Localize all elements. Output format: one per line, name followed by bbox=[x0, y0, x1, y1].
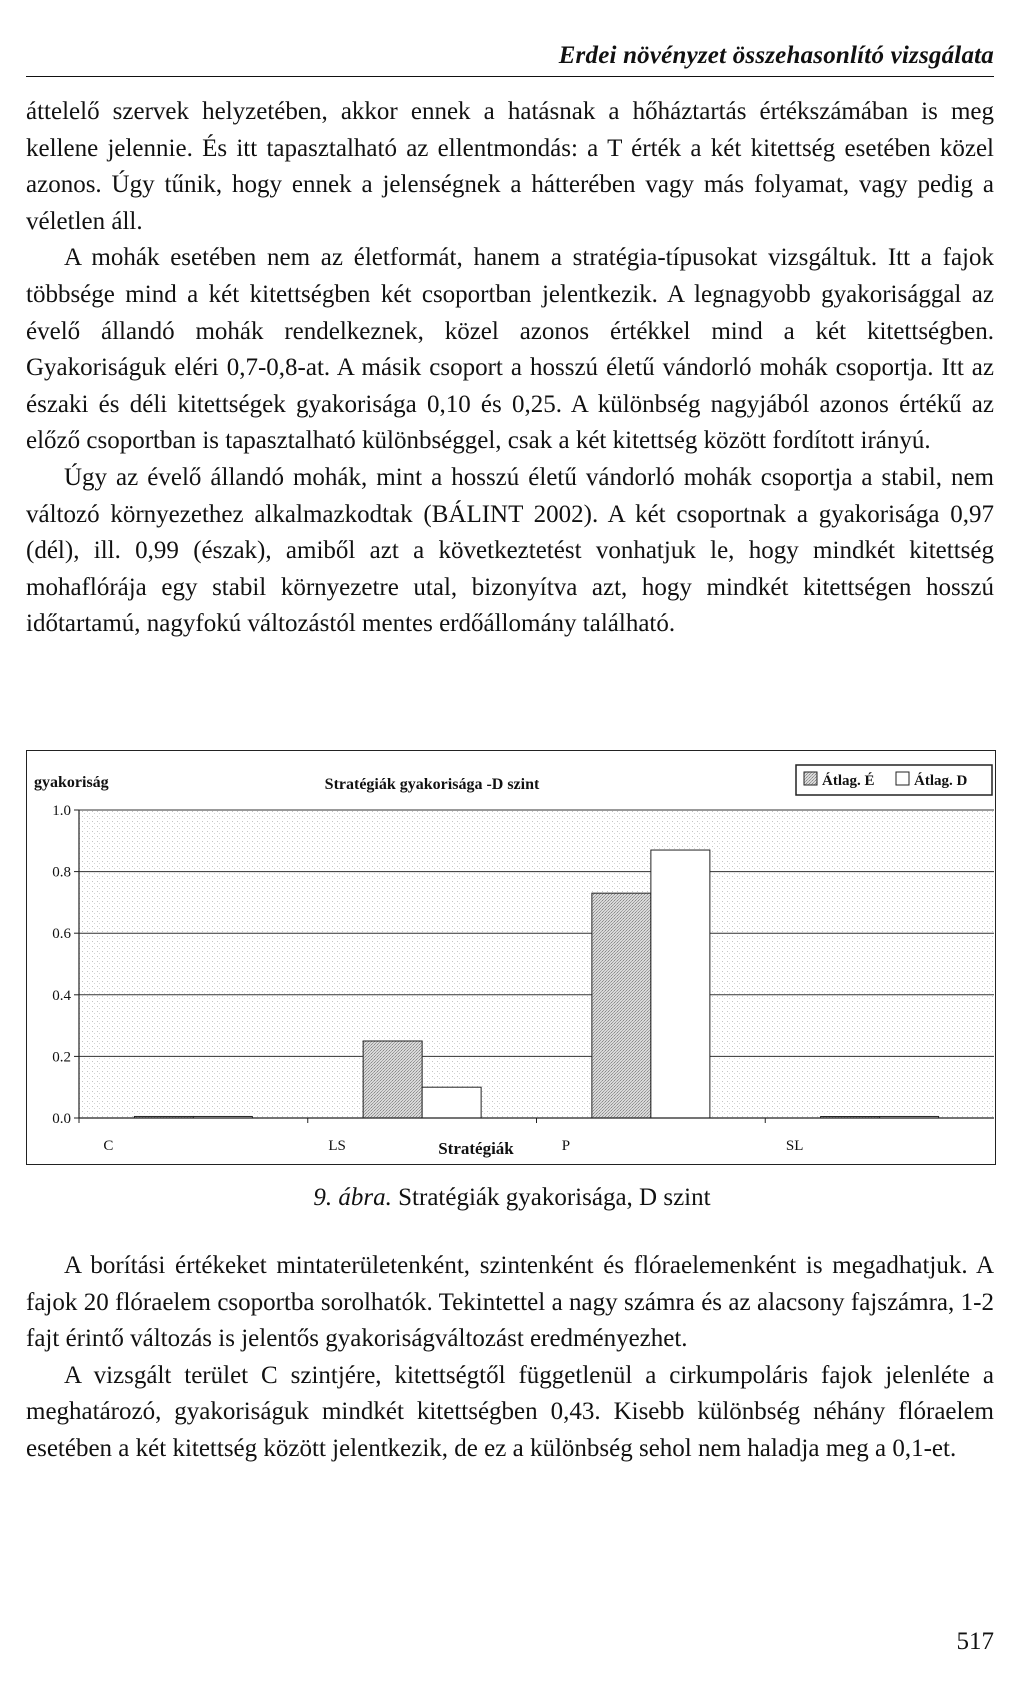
caption-text: Stratégiák gyakorisága, D szint bbox=[398, 1184, 711, 1211]
paragraph: áttelelő szervek helyzetében, akkor ennek a hatásnak a hőháztartás értékszámában is meg kellene jelennie. És itt tapasztalható az ellentmondás: a T érték a két kitettség esetében közel azonos. Úgy tűnik, hogy ennek a jelenségnek a hátterében vagy más folyamat, vagy pedig a véletlen áll. bbox=[26, 98, 994, 235]
paragraph: Úgy az évelő állandó mohák, mint a hosszú életű vándorló mohák csoportja a stabil, nem változó környezethez alkalmazkodtak (BÁLINT 2002). A két csoportnak a gyakorisága 0,97 (dél), ill. 0,99 (észak), amiből azt a következtetést vonhatjuk le, hogy mindkét kitettség mohaflórája egy stabil környezetre utal, bizonyítva azt, hogy mindkét kitettségen hosszú időtartamú, nagyfokú változástól mentes erdőállomány található. bbox=[26, 463, 994, 638]
figure-caption bbox=[0, 1184, 1024, 1212]
y-tick-label: 0.6 bbox=[52, 926, 71, 943]
x-tick-label: SL bbox=[785, 1138, 804, 1154]
x-tick-label: LS bbox=[328, 1138, 346, 1154]
y-tick-label: 0.2 bbox=[52, 1049, 71, 1066]
plot-area bbox=[79, 810, 994, 1118]
y-tick-label: 0.0 bbox=[52, 1111, 71, 1127]
bar-north bbox=[363, 1041, 422, 1118]
chart-legend bbox=[796, 765, 992, 795]
body-text-top bbox=[26, 94, 994, 643]
y-tick-label: 0.4 bbox=[52, 987, 71, 1004]
bar-north bbox=[592, 893, 651, 1118]
bar-south bbox=[651, 850, 710, 1118]
x-tick-label: P bbox=[561, 1138, 571, 1154]
y-axis-label: gyakoriság bbox=[34, 774, 109, 791]
x-tick-label: C bbox=[103, 1138, 114, 1154]
bar-chart bbox=[26, 750, 996, 1165]
paragraph: A borítási értékeket mintaterületenként, szintenként és flóraelemenként is megadhatjuk. A fajok 20 flóraelem csoportba sorolhatók. Tekintettel a nagy számra és az alacsony fajszámra, 1-2 fajt érintő változás is jelentős gyakoriságváltozást eredményezhet. bbox=[26, 1252, 994, 1353]
bar-south bbox=[422, 1087, 481, 1118]
legend-label-north: Átlag. É bbox=[822, 773, 875, 789]
y-tick-label: 1.0 bbox=[52, 803, 71, 819]
chart-title: Stratégiák gyakorisága -D szint bbox=[324, 776, 540, 793]
running-header: Erdei növényzet összehasonlító vizsgálata bbox=[558, 42, 994, 69]
legend-label-south: Átlag. D bbox=[914, 773, 968, 789]
body-text-bottom bbox=[26, 1248, 994, 1468]
header-rule bbox=[26, 76, 994, 77]
legend-swatch-south bbox=[896, 772, 909, 785]
figure-chart bbox=[26, 750, 996, 1165]
page-number: 517 bbox=[956, 1628, 994, 1655]
legend-swatch-north bbox=[804, 772, 817, 785]
caption-number: 9. ábra. bbox=[313, 1184, 392, 1211]
paragraph: A mohák esetében nem az életformát, hanem a stratégia-típusokat vizsgáltuk. Itt a fajok többsége mind a két kitettségben két csoportban jelentkezik. A legnagyobb gyakorisággal az évelő állandó mohák rendelkeznek, közel azonos értékkel mind a két kitettségben. Gyakoriságuk eléri 0,7-0,8-at. A másik csoport a hosszú életű vándorló mohák csoportja. Itt az északi és déli kitettségek gyakorisága 0,10 és 0,25. A különbség nagyjából azonos értékű az előző csoportban is tapasztalható különbséggel, csak a két kitettség között fordított irányú. bbox=[26, 244, 994, 455]
y-tick-label: 0.8 bbox=[52, 864, 71, 881]
paragraph: A vizsgált terület C szintjére, kitettségtől függetlenül a cirkumpoláris fajok jelenléte a meghatározó, gyakoriságuk mindkét kitettségben 0,43. Kisebb különbség néhány flóraelem esetében a két kitettség között jelentkezik, de ez a különbség sehol nem haladja meg a 0,1-et. bbox=[26, 1361, 994, 1462]
x-axis-label: Stratégiák bbox=[438, 1139, 514, 1158]
